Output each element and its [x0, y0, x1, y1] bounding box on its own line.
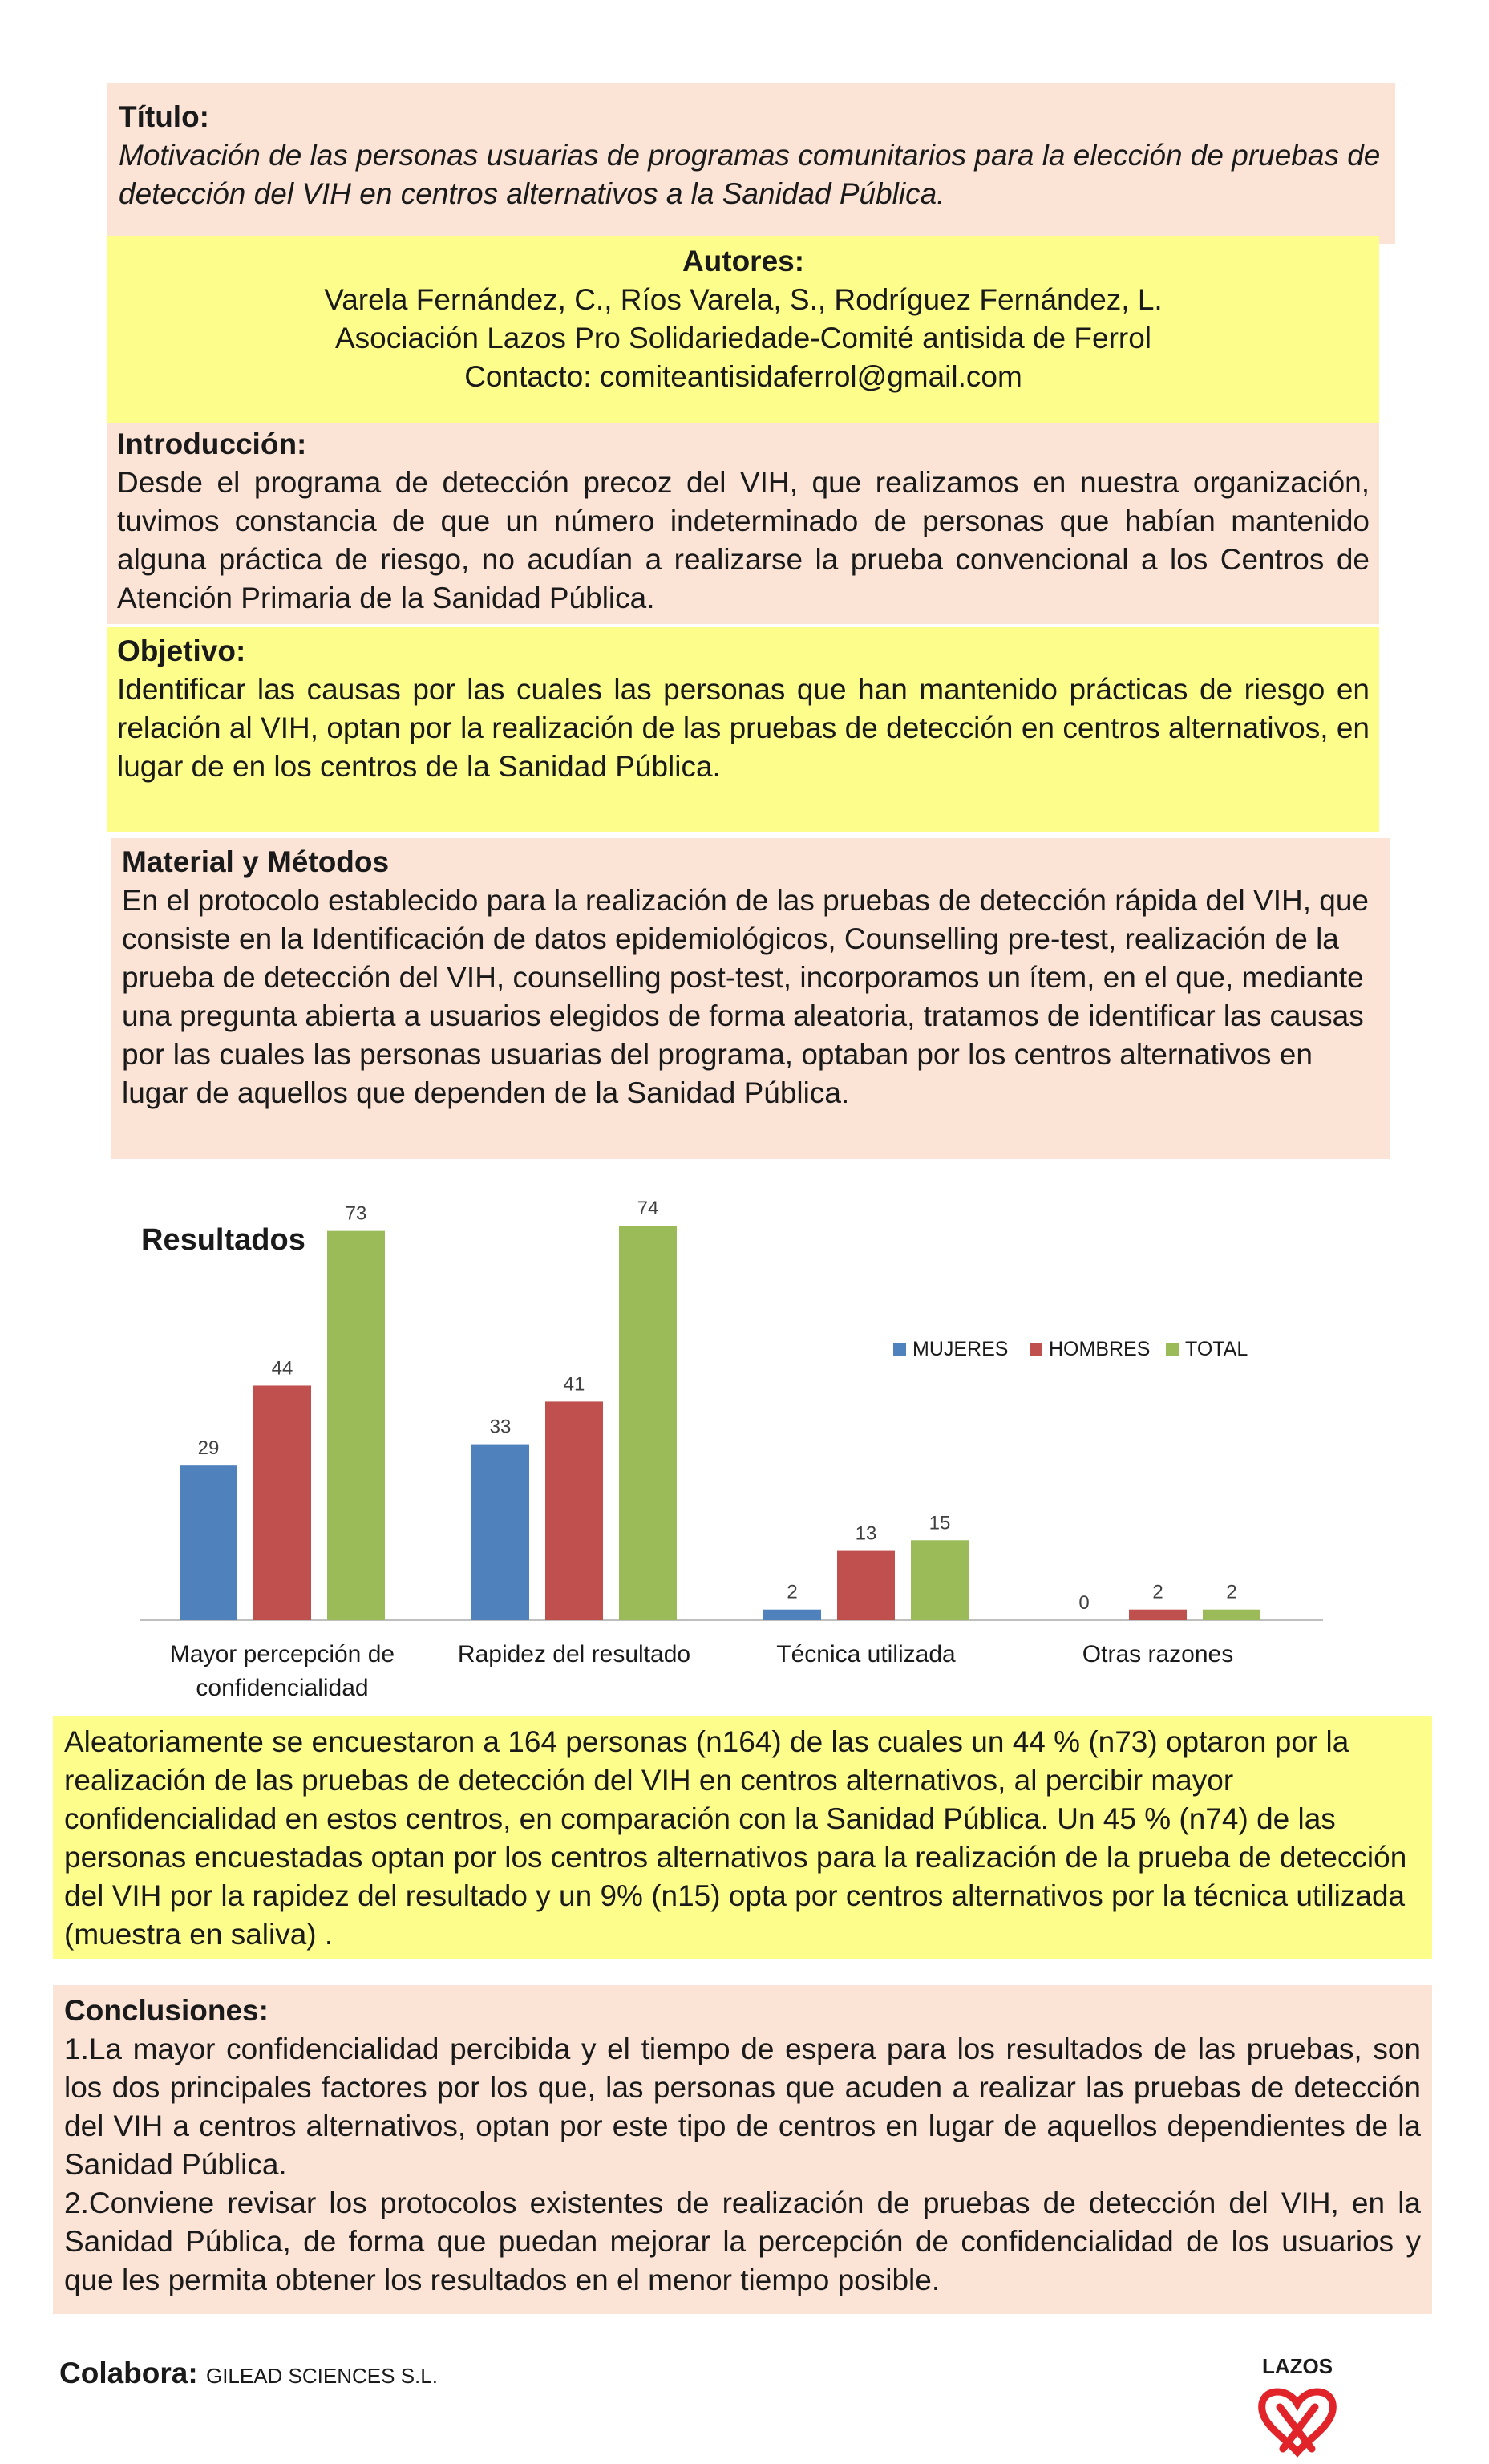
- title-label: Título:: [119, 100, 210, 133]
- authors-org: Asociación Lazos Pro Solidariedade-Comité antisida de Ferrol: [334, 322, 1152, 355]
- sponsor-label: Colabora:: [59, 2357, 198, 2389]
- bar-total-0: [327, 1231, 385, 1620]
- category-label-2: Técnica utilizada: [776, 1641, 956, 1668]
- conclusion-1: 1.La mayor confidencialidad percibida y el tiempo de espera para los resultados de las pruebas, son los dos principales factores por los que, las personas que acuden a realizar las pruebas de detección del VIH a centros alternativos, optan por este tipo de centros en lugar de aquellos dependientes de la Sanidad Pública.: [64, 2032, 1421, 2181]
- bar-hombres-0: [253, 1385, 311, 1620]
- data-label-hombres-0: 44: [271, 1357, 293, 1380]
- data-label-total-0: 73: [345, 1202, 367, 1225]
- chart-title: Resultados: [141, 1223, 305, 1257]
- sponsor-name: GILEAD SCIENCES S.L.: [205, 2364, 438, 2388]
- data-label-hombres-3: 2: [1152, 1581, 1163, 1603]
- bar-mujeres-1: [471, 1445, 529, 1620]
- bar-total-3: [1203, 1610, 1260, 1620]
- lazos-logo: [1241, 2354, 1353, 2458]
- data-label-total-3: 2: [1226, 1581, 1237, 1603]
- data-label-hombres-2: 13: [855, 1522, 877, 1545]
- bar-total-2: [911, 1540, 969, 1620]
- title-section: [107, 83, 1395, 244]
- results-text: Aleatoriamente se encuestaron a 164 personas (n164) de las cuales un 44 % (n73) optaron por la realización de las pruebas de detección del VIH en centros alternativos, al percibir mayor confidencialidad en estos centros, en comparación con la Sanidad Pública. Un 45 % (n74) de las personas encuestadas optan por los centros alternativos para la realización de la prueba de detección del VIH por la rapidez del resultado y un 9% (n15) opta por centros alternativos por la técnica utilizada (muestra en saliva) .: [64, 1725, 1407, 1951]
- conclusion-2: 2.Conviene revisar los protocolos existentes de realización de pruebas de detección del VIH, en la Sanidad Pública, de forma que puedan mejorar la percepción de confidencialidad de los usuarios y que les permita obtener los resultados en el menor tiempo posible.: [64, 2186, 1421, 2296]
- introduction-label: Introducción:: [117, 428, 307, 460]
- introduction-text: Desde el programa de detección precoz del VIH, que realizamos en nuestra organización, tuvimos constancia de que un número indeterminado de personas que habían mantenido alguna práctica de riesgo, no acudían a realizarse la prueba convencional a los Centros de Atención Primaria de la Sanidad Pública.: [117, 466, 1370, 614]
- legend-swatch-total: [1166, 1343, 1179, 1356]
- legend-label-total: TOTAL: [1185, 1338, 1248, 1360]
- legend-label-mujeres: MUJERES: [912, 1338, 1009, 1360]
- bar-mujeres-0: [180, 1465, 237, 1620]
- category-label-1: Rapidez del resultado: [457, 1641, 691, 1668]
- methods-label: Material y Métodos: [122, 845, 390, 878]
- ribbon-hearts-icon: [1241, 2354, 1353, 2458]
- bar-hombres-2: [837, 1551, 895, 1620]
- authors-section: [107, 236, 1379, 427]
- methods-text: En el protocolo establecido para la realización de las pruebas de detección rápida del VIH, que consiste en la Identificación de datos epidemiológicos, Counselling pre-test, realización de la prueba de detección del VIH, counselling post-test, incorporamos un ítem, en el que, mediante una pregunta abierta a usuarios elegidos de forma aleatoria, tratamos de identificar las causas por las cuales las personas usuarias del programa, optaban por los centros alternativos en lugar de aquellos que dependen de la Sanidad Pública.: [122, 884, 1369, 1109]
- heart-ribbon-icon: [1262, 2392, 1333, 2452]
- bar-hombres-3: [1129, 1610, 1187, 1620]
- data-label-mujeres-2: 2: [787, 1581, 798, 1603]
- introduction-section: [107, 424, 1379, 624]
- data-label-total-1: 74: [637, 1198, 659, 1219]
- results-chart-svg: [120, 1179, 1339, 1708]
- objective-text: Identificar las causas por las cuales las personas que han mantenido prácticas de riesgo en relación al VIH, optan por la realización de las pruebas de detección en centros alternativos, en lugar de en los centros de la Sanidad Pública.: [117, 673, 1370, 783]
- objective-section: [107, 627, 1379, 832]
- conclusions-section: [53, 1985, 1432, 2314]
- bar-total-1: [619, 1226, 677, 1620]
- data-label-mujeres-1: 33: [489, 1416, 512, 1438]
- objective-label: Objetivo:: [117, 634, 246, 667]
- data-label-mujeres-3: 0: [1078, 1592, 1090, 1614]
- data-label-total-2: 15: [929, 1512, 951, 1534]
- methods-section: [111, 838, 1390, 1159]
- authors-label: Autores:: [682, 245, 805, 278]
- authors-contact: Contacto: comiteantisidaferrol@gmail.com: [464, 360, 1022, 393]
- bar-hombres-1: [545, 1401, 603, 1620]
- sponsor-line: [59, 2357, 438, 2390]
- results-section: [53, 1716, 1432, 1959]
- category-label-3: Otras razones: [1082, 1641, 1234, 1668]
- conclusions-label: Conclusiones:: [64, 1994, 269, 2027]
- bar-mujeres-2: [763, 1610, 821, 1620]
- title-text: Motivación de las personas usuarias de programas comunitarios para la elección de pruebas de detección del VIH en centros alternativos a la Sanidad Pública.: [119, 139, 1381, 210]
- authors-names: Varela Fernández, C., Ríos Varela, S., Rodríguez Fernández, L.: [324, 283, 1163, 316]
- logo-text: LAZOS: [1261, 2354, 1333, 2378]
- data-label-mujeres-0: 29: [197, 1437, 220, 1460]
- results-chart: [120, 1179, 1339, 1708]
- legend-label-hombres: HOMBRES: [1049, 1338, 1151, 1360]
- legend-swatch-hombres: [1030, 1343, 1042, 1356]
- data-label-hombres-1: 41: [563, 1373, 585, 1396]
- legend-swatch-mujeres: [893, 1343, 906, 1356]
- category-label-0: Mayor percepción de confidencialidad: [169, 1641, 395, 1701]
